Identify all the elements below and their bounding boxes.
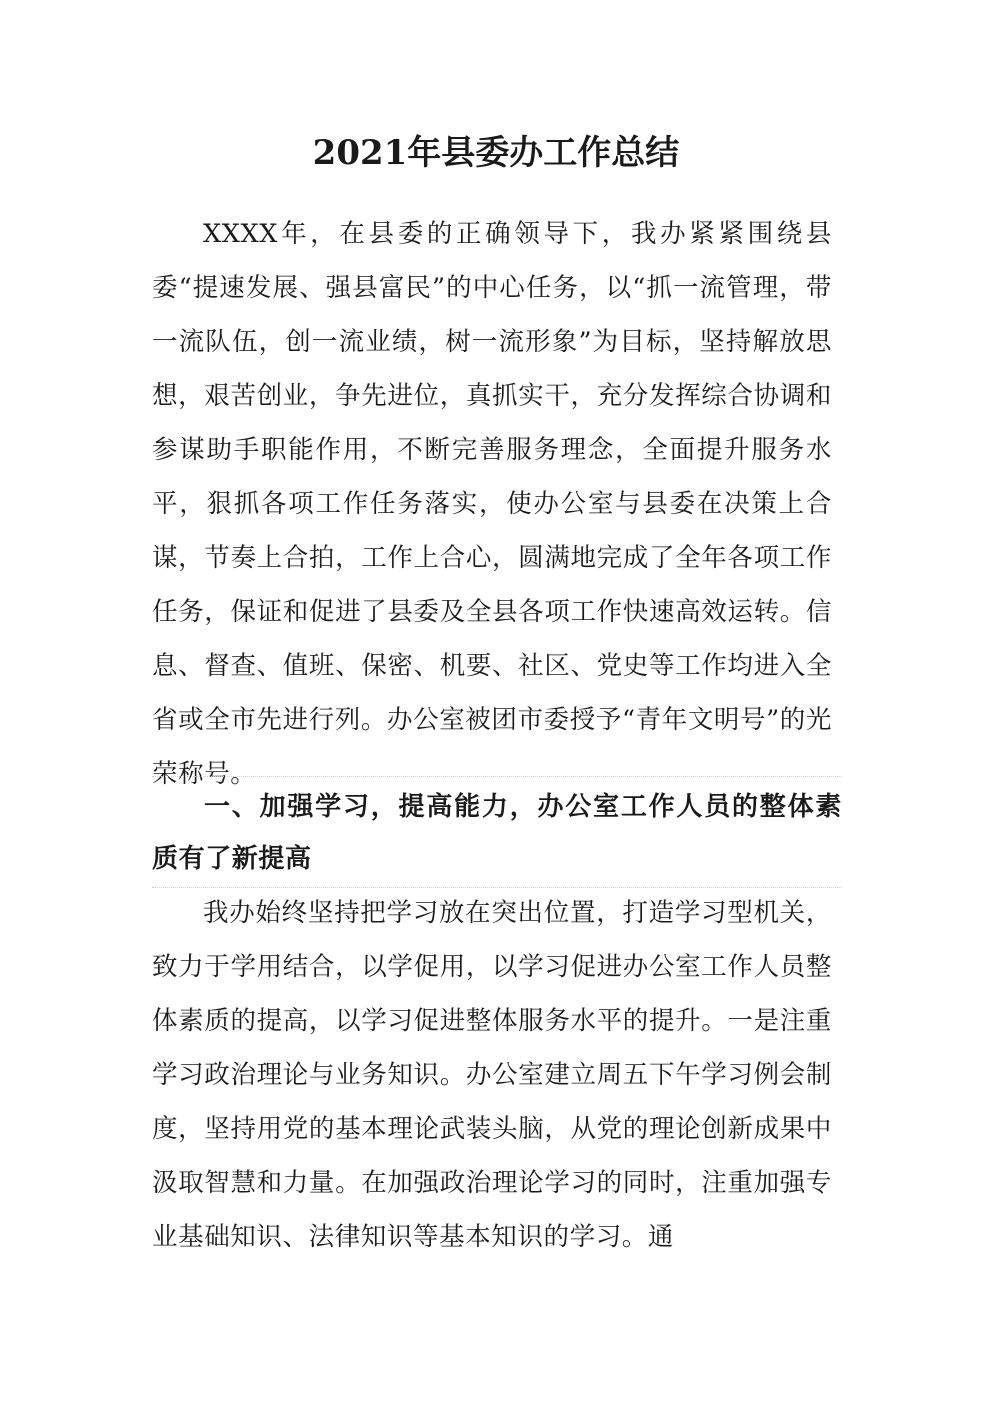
section-heading-block <box>152 776 842 888</box>
document-title: 2021年县委办工作总结 <box>312 133 680 173</box>
section-1-heading: 一、加强学习，提高能力，办公室工作人员的整体素质有了新提高 <box>152 792 842 874</box>
section-1-paragraph: 我办始终坚持把学习放在突出位置，打造学习型机关，致力于学用结合，以学促用，以学习促进办公室工作人员整体素质的提高，以学习促进整体服务水平的提升。一是注重学习政治理论与业务知识。办公室建立周五下午学习例会制度，坚持用党的基本理论武装头脑，从党的理论创新成果中汲取智慧和力量。在加强政治理论学习的同时，注重加强专业基础知识、法律知识等基本知识的学习。通 <box>152 898 832 1252</box>
intro-paragraph: XXXX年，在县委的正确领导下，我办紧紧围绕县委“提速发展、强县富民”的中心任务，以“抓一流管理，带一流队伍，创一流业绩，树一流形象”为目标，坚持解放思想，艰苦创业，争先进位，真抓实干，充分发挥综合协调和参谋助手职能作用，不断完善服务理念，全面提升服务水平，狠抓各项工作任务落实，使办公室与县委在决策上合谋，节奏上合拍，工作上合心，圆满地完成了全年各项工作任务，保证和促进了县委及全县各项工作快速高效运转。信息、督查、值班、保密、机要、社区、党史等工作均进入全省或全市先进行列。办公室被团市委授予“青年文明号”的光荣称号。 <box>152 219 832 789</box>
